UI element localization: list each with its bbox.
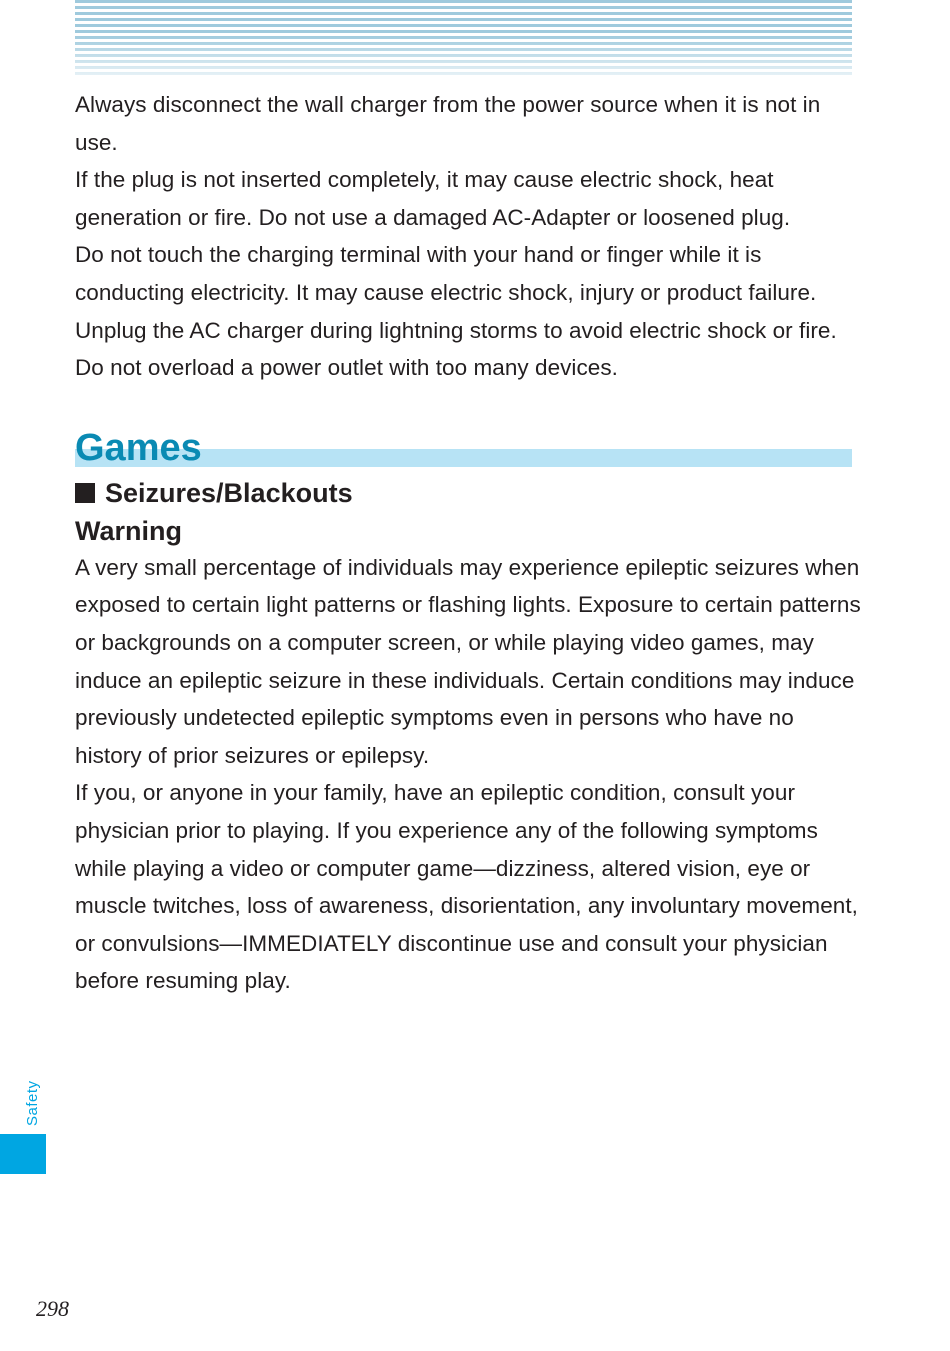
- square-bullet-icon: [75, 483, 95, 503]
- side-tab-marker: [0, 1134, 46, 1174]
- intro-paragraph-5: Do not overload a power outlet with too many devices.: [75, 355, 618, 381]
- intro-paragraph-1: Always disconnect the wall charger from the power source when it is not in use.: [75, 92, 821, 155]
- subheading-text: Seizures/Blackouts: [105, 477, 353, 508]
- intro-paragraph-4: Unplug the AC charger during lightning storms to avoid electric shock or fire.: [75, 317, 837, 343]
- warning-label: Warning: [75, 515, 182, 546]
- games-paragraph-2: If you, or anyone in your family, have an epileptic condition, consult your physician prior to playing. If you experience any of the following symptoms while playing a video or computer game—dizziness, altered vision, eye or muscle twitches, loss of awareness, disorientation, any involuntary movement, or convulsions—IMMEDIATELY discontinue use and consult your physician before resuming play.: [75, 780, 858, 994]
- games-paragraph-1: A very small percentage of individuals may experience epileptic seizures when exposed to certain light patterns or flashing lights. Exposure to certain patterns or backgrounds on a computer screen, or while playing video games, may induce an epileptic seizure in these individuals. Certain conditions may induce previously undetected epileptic symptoms even in persons who have no history of prior seizures or epilepsy.: [75, 554, 861, 768]
- subheading: [75, 475, 865, 511]
- section-title: Games: [75, 426, 202, 469]
- page-number: 298: [36, 1296, 69, 1321]
- side-tab-label: Safety: [24, 1080, 41, 1126]
- intro-paragraph-3: Do not touch the charging terminal with your hand or finger while it is conducting electricity. It may cause electric shock, injury or product failure.: [75, 242, 817, 305]
- intro-paragraph-2: If the plug is not inserted completely, it may cause electric shock, heat generation or fire. Do not use a damaged AC-Adapter or loosened plug.: [75, 167, 791, 230]
- header-decoration-fade: [75, 0, 852, 76]
- section-header: [75, 427, 865, 473]
- page-content: [75, 86, 865, 1000]
